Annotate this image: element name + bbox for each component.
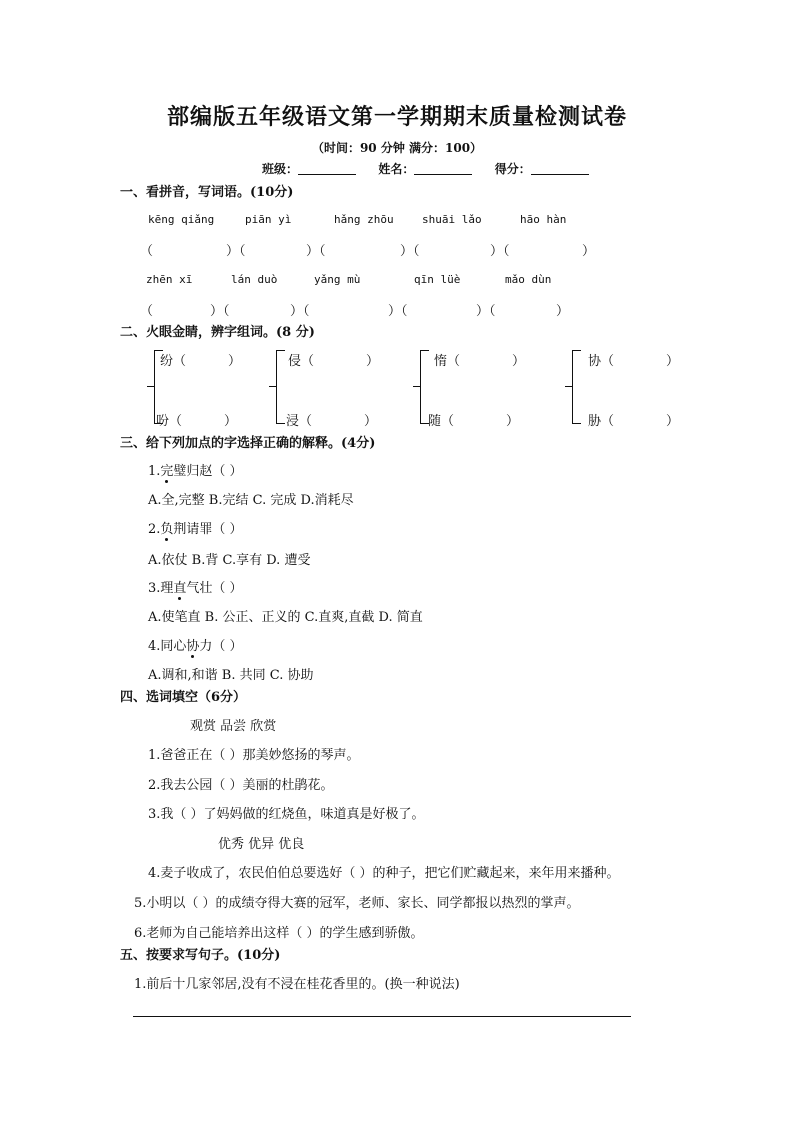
char-fen2-group: 吩（ ）: [156, 414, 238, 429]
char-jin-group: 浸（ ）: [286, 414, 378, 429]
answer-paren: ）（: [290, 304, 310, 319]
brace-tick: [147, 386, 154, 387]
exam-title: 部编版五年级语文第一学期期末质量检测试卷: [166, 104, 627, 130]
pinyin-5: hāo hàn: [520, 213, 567, 226]
pinyin-1: kēng qiǎng: [148, 213, 215, 226]
q3-4-options: A.调和,和谐 B. 共同 C. 协助: [148, 668, 314, 683]
q4-2: 2.我去公园（ ）美丽的杜鹃花。: [148, 778, 334, 793]
pinyin-3: hǎng zhōu: [334, 213, 394, 226]
class-label: 班级：: [262, 162, 299, 176]
section-1-heading: 一、看拼音，写词语。(10分): [120, 185, 294, 200]
q3-3-options: A.使笔直 B. 公正、正义的 C.直爽,直截 D. 简直: [148, 610, 423, 625]
q4-1: 1.爸爸正在（ ）那美妙悠扬的琴声。: [148, 748, 360, 763]
q3-1-options: A.全,完整 B.完结 C. 完成 D.消耗尽: [148, 493, 354, 508]
answer-paren: （: [140, 244, 154, 259]
score-label: 得分：: [494, 162, 531, 176]
answer-paren: ）（: [210, 304, 230, 319]
q5-1: 1.前后十几家邻居,没有不浸在桂花香里的。(换一种说法): [134, 977, 460, 992]
section-4-heading: 四、选词填空（6分）: [120, 690, 247, 705]
pinyin-10: mǎo dùn: [505, 273, 552, 286]
answer-paren: （: [140, 304, 154, 319]
name-label: 姓名：: [378, 162, 415, 176]
answer-paren: ）（: [476, 304, 496, 319]
brace-bracket: [276, 350, 285, 424]
brace-tick: [269, 386, 276, 387]
pinyin-6: zhēn xī: [146, 273, 193, 286]
char-xie-group: 协（ ）: [588, 354, 680, 369]
pinyin-7: lán duò: [231, 273, 278, 286]
q3-3-stem: 3.理直气壮（ ）: [148, 581, 243, 596]
answer-paren: ）（: [226, 244, 246, 259]
answer-paren: ）: [582, 244, 596, 259]
student-info-line: [262, 160, 589, 177]
section-2-heading: 二、火眼金睛，辨字组词。(8 分): [120, 325, 315, 340]
word-bank-1: 观赏 品尝 欣赏: [190, 719, 277, 734]
q4-3: 3.我（ ）了妈妈做的红烧鱼，味道真是好极了。: [148, 807, 425, 822]
char-duo-group: 惰（ ）: [434, 354, 526, 369]
q4-6: 6.老师为自己能培养出这样（ ）的学生感到骄傲。: [134, 926, 424, 941]
pinyin-2: piān yì: [245, 213, 292, 226]
section-3-heading: 三、给下列加点的字选择正确的解释。(4分): [120, 436, 376, 451]
answer-paren: ）（: [400, 244, 420, 259]
answer-line[interactable]: [133, 1016, 631, 1017]
answer-paren: ）（: [388, 304, 408, 319]
brace-tick: [413, 386, 420, 387]
char-xie2-group: 胁（ ）: [588, 414, 680, 429]
exam-subtitle: （时间：90 分钟 满分：100）: [311, 141, 483, 155]
char-fen-group: 纷（ ）: [160, 354, 242, 369]
score-blank[interactable]: [531, 162, 589, 175]
pinyin-8: yǎng mù: [314, 273, 361, 286]
name-blank[interactable]: [414, 162, 472, 175]
class-blank[interactable]: [298, 162, 356, 175]
word-bank-2: 优秀 优异 优良: [218, 837, 305, 852]
q3-4-stem: 4.同心协力（ ）: [148, 639, 243, 654]
q4-5: 5.小明以（ ）的成绩夺得大赛的冠军，老师、家长、同学都报以热烈的掌声。: [134, 896, 580, 911]
answer-paren: ）（: [490, 244, 510, 259]
answer-paren: ）（: [306, 244, 326, 259]
brace-bracket: [572, 350, 581, 424]
answer-paren: ）: [556, 304, 570, 319]
q3-2-stem: 2.负荆请罪（ ）: [148, 522, 243, 537]
q3-2-options: A.依仗 B.背 C.享有 D. 遭受: [148, 553, 311, 568]
brace-tick: [565, 386, 572, 387]
q3-1-stem: 1.完璧归赵（ ）: [148, 464, 243, 479]
pinyin-4: shuāi lǎo: [422, 213, 482, 226]
char-qin-group: 侵（ ）: [288, 354, 380, 369]
char-sui-group: 随（ ）: [428, 414, 520, 429]
q4-4: 4.麦子收成了，农民伯伯总要选好（ ）的种子，把它们贮藏起来，来年用来播种。: [148, 866, 620, 881]
pinyin-9: qīn lüè: [414, 273, 461, 286]
section-5-heading: 五、按要求写句子。(10分): [120, 948, 281, 963]
